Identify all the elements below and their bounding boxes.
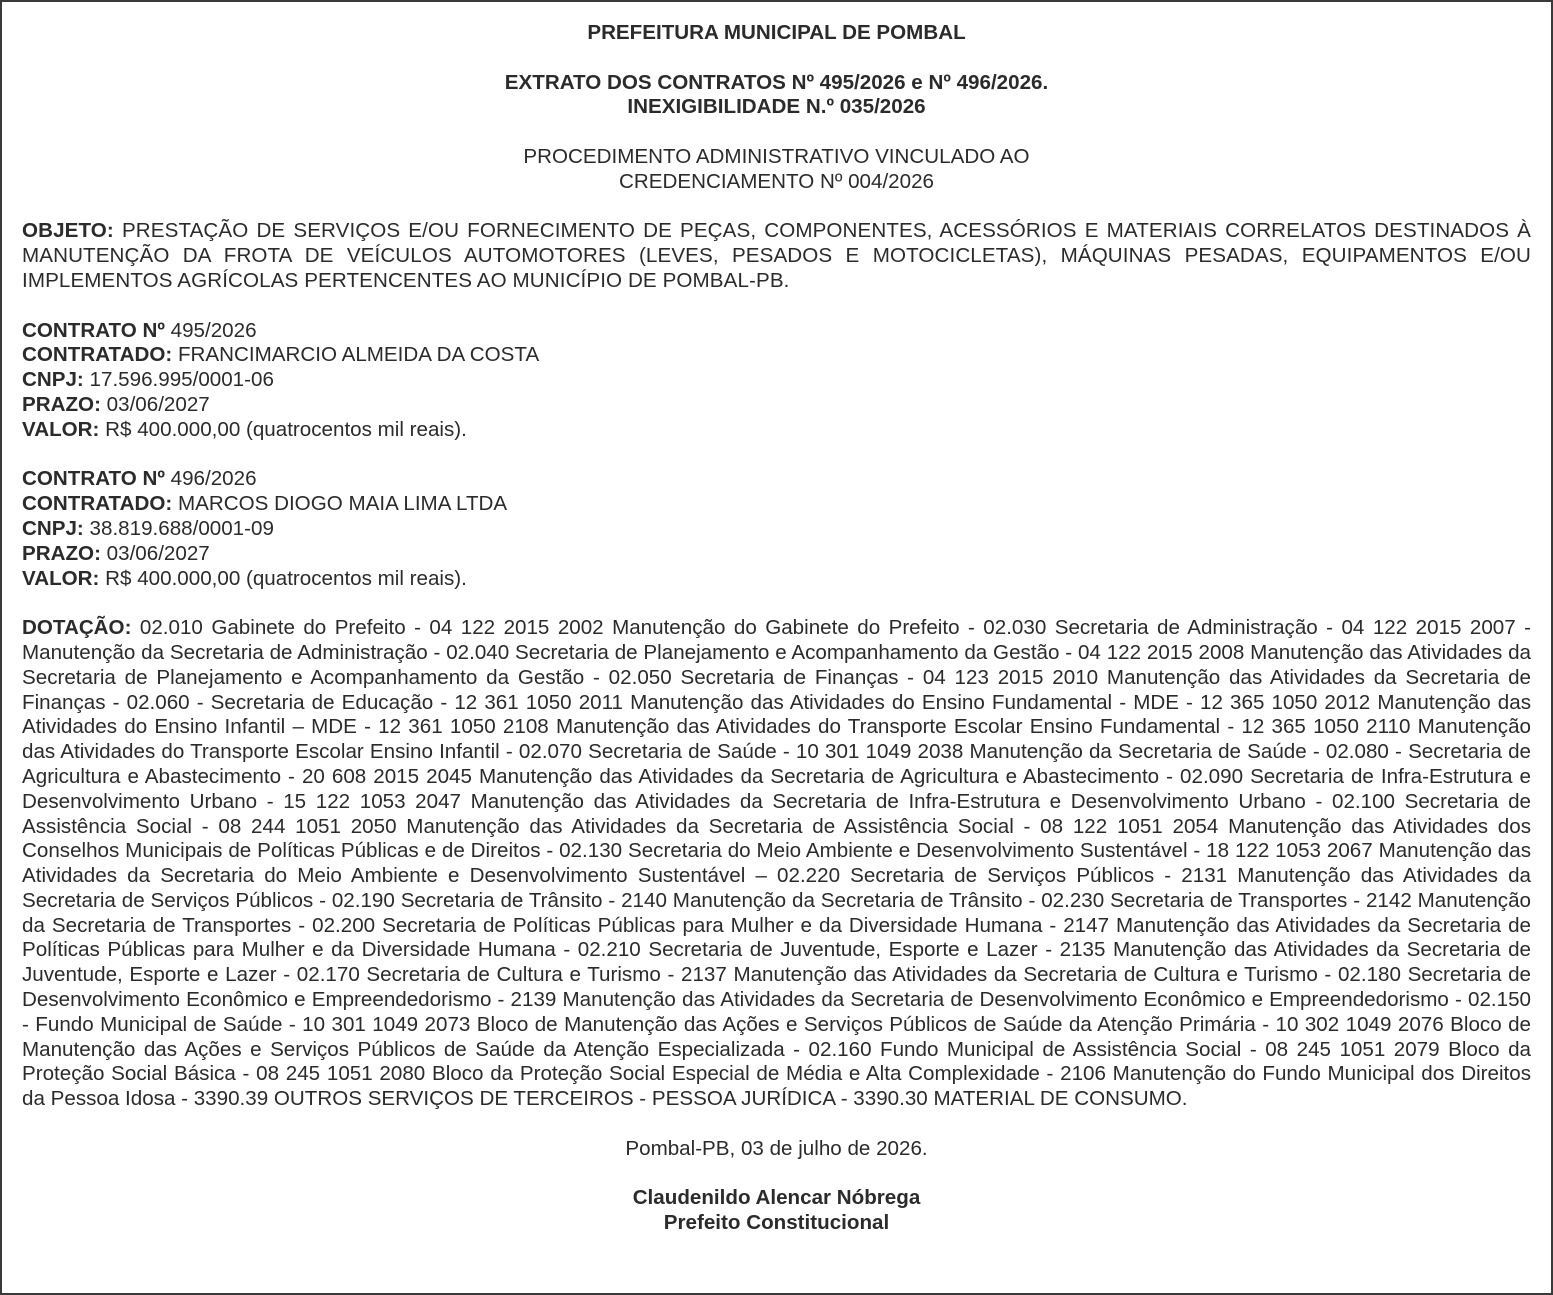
procedure-line-2: CREDENCIAMENTO Nº 004/2026 — [618, 169, 934, 193]
contractor-value: MARCOS DIOGO MAIA LIMA LTDA — [177, 492, 508, 516]
spacer — [22, 1112, 1531, 1137]
cnpj-value: 17.596.995/0001-06 — [89, 368, 274, 392]
value-row — [22, 418, 1531, 443]
term-row — [22, 542, 1531, 567]
contractor-value: FRANCIMARCIO ALMEIDA DA COSTA — [177, 343, 540, 367]
value-amount: R$ 400.000,00 (quatrocentos mil reais). — [105, 417, 467, 441]
cnpj-row — [22, 368, 1531, 393]
spacer — [22, 294, 1531, 319]
extract-title: EXTRATO DOS CONTRATOS Nº 495/2026 e Nº 496/2026. — [504, 70, 1049, 94]
objeto-label: OBJETO: — [22, 219, 114, 243]
term-value: 03/06/2027 — [106, 392, 210, 416]
value-row — [22, 567, 1531, 592]
signatory-name: Claudenildo Alencar Nóbrega — [632, 1186, 921, 1210]
contractor-label: CONTRATADO: — [22, 343, 173, 367]
contract-number-row — [22, 319, 1531, 344]
procedure-line-1: PROCEDIMENTO ADMINISTRATIVO VINCULADO AO — [523, 144, 1030, 168]
dotacao-paragraph — [22, 616, 1531, 1112]
value-amount: R$ 400.000,00 (quatrocentos mil reais). — [105, 566, 467, 590]
spacer — [22, 46, 1531, 71]
contract-number-label: CONTRATO Nº — [22, 467, 165, 491]
contractor-row — [22, 343, 1531, 368]
term-row — [22, 393, 1531, 418]
spacer — [22, 443, 1531, 468]
spacer — [22, 591, 1531, 616]
place-date: Pombal-PB, 03 de julho de 2026. — [625, 1136, 928, 1160]
value-label: VALOR: — [22, 417, 100, 441]
contract-block-2 — [22, 467, 1531, 591]
cnpj-value: 38.819.688/0001-09 — [89, 516, 274, 540]
contract-number-label: CONTRATO Nº — [22, 318, 165, 342]
contractor-label: CONTRATADO: — [22, 492, 173, 516]
contract-number-row — [22, 467, 1531, 492]
spacer — [22, 120, 1531, 145]
value-label: VALOR: — [22, 566, 100, 590]
objeto-text: PRESTAÇÃO DE SERVIÇOS E/OU FORNECIMENTO DE PEÇAS, COMPONENTES, ACESSÓRIOS E MATERIAIS CORRELATOS DESTINADOS À MANUTENÇÃO DA FROTA DE VEÍCULOS AUTOMOTORES (LEVES, PESADOS E MOTOCICLETAS), MÁQUINAS PESADAS, EQUIPAMENTOS E/OU IMPLEMENTOS AGRÍCOLAS PERTENCENTES AO MUNICÍPIO DE POMBAL-PB. — [22, 219, 1531, 292]
cnpj-label: CNPJ: — [22, 516, 84, 540]
municipality-title: PREFEITURA MUNICIPAL DE POMBAL — [587, 21, 966, 44]
dotacao-label: DOTAÇÃO: — [22, 616, 132, 640]
contractor-row — [22, 492, 1531, 517]
dotacao-text: 02.010 Gabinete do Prefeito - 04 122 2015 2002 Manutenção do Gabinete do Prefeito - 02.030 Secretaria de Administração - 04 122 2015 2007 - Manutenção da Secretaria de Administração - 02.040 Secretaria de Planejamento e Acompanhamento da Gestão - 04 122 2015 2008 Manutenção das Atividades da Secretaria de Planejamento e Acompanhamento da Gestão - 02.050 Secretaria de Finanças - 04 123 2015 2010 Manutenção das Atividades da Secretaria de Finanças - 02.060 - Secretaria de Educação - 12 361 1050 2011 Manutenção das Atividades do Ensino Fundamental - MDE - 12 365 1050 2012 Manutenção das Atividades do Ensino Infantil – MDE - 12 361 1050 2108 Manutenção das Atividades do Transporte Escolar Ensino Fundamental - 12 365 1050 2110 Manutenção das Atividades do Transporte Escolar Ensino Infantil - 02.070 Secretaria de Saúde - 10 301 1049 2038 Manutenção da Secretaria de Saúde - 02.080 - Secretaria de Agricultura e Abastecimento - 20 608 2015 2045 Manutenção das Atividades da Secretaria de Agricultura e Abastecimento - 02.090 Secretaria de Infra-Estrutura e Desenvolvimento Urbano - 15 122 1053 2047 Manutenção das Atividades da Secretaria de Infra-Estrutura e Desenvolvimento Urbano - 02.100 Secretaria de Assistência Social - 08 244 1051 2050 Manutenção das Atividades da Secretaria de Assistência Social - 08 122 1051 2054 Manutenção das Atividades dos Conselhos Municipais de Políticas Públicas e de Direitos - 02.130 Secretaria do Meio Ambiente e Desenvolvimento Sustentável - 18 122 1053 2067 Manutenção das Atividades da Secretaria do Meio Ambiente e Desenvolvimento Sustentável – 02.220 Secretaria de Serviços Públicos - 2131 Manutenção das Atividades da Secretaria de Serviços Públicos - 02.190 Secretaria de Trânsito - 2140 Manutenção da Secretaria de Trânsito - 02.230 Secretaria de Transportes - 2142 Manutenção da Secretaria de Transportes - 02.200 Secretaria de Políticas Públicas para Mulher e da Diversidade Humana - 2147 Manutenção das Atividades da Secretaria de Políticas Públicas para Mulher e da Diversidade Humana - 02.210 Secretaria de Juventude, Esporte e Lazer - 2135 Manutenção das Atividades da Secretaria de Juventude, Esporte e Lazer - 02.170 Secretaria de Cultura e Turismo - 2137 Manutenção das Atividades da Secretaria de Cultura e Turismo - 02.180 Secretaria de Desenvolvimento Econômico e Empreendedorismo - 2139 Manutenção das Atividades da Secretaria de Desenvolvimento Econômico e Empreendedorismo - 02.150 - Fundo Municipal de Saúde - 10 301 1049 2073 Bloco de Manutenção das Ações e Serviços Públicos de Saúde da Atenção Primária - 10 302 1049 2076 Bloco de Manutenção das Ações e Serviços Públicos de Saúde da Atenção Especializada - 02.160 Fundo Municipal de Assistência Social - 08 245 1051 2079 Bloco da Proteção Social Básica - 08 245 1051 2080 Bloco da Proteção Social Especial de Média e Alta Complexidade - 2106 Manutenção do Fundo Municipal dos Direitos da Pessoa Idosa - 3390.39 OUTROS SERVIÇOS DE TERCEIROS - PESSOA JURÍDICA - 3390.30 MATERIAL DE CONSUMO. — [22, 616, 1531, 1111]
contract-number-value: 495/2026 — [170, 318, 257, 342]
term-value: 03/06/2027 — [106, 541, 210, 565]
term-label: PRAZO: — [22, 392, 101, 416]
inexigibilidade-title: INEXIGIBILIDADE N.º 035/2026 — [627, 95, 926, 119]
spacer — [22, 195, 1531, 220]
spacer — [22, 1162, 1531, 1187]
contract-number-value: 496/2026 — [170, 467, 257, 491]
term-label: PRAZO: — [22, 541, 101, 565]
objeto-paragraph — [22, 219, 1531, 293]
cnpj-label: CNPJ: — [22, 368, 84, 392]
contract-block-1 — [22, 319, 1531, 443]
signatory-title: Prefeito Constitucional — [663, 1211, 890, 1235]
cnpj-row — [22, 517, 1531, 542]
